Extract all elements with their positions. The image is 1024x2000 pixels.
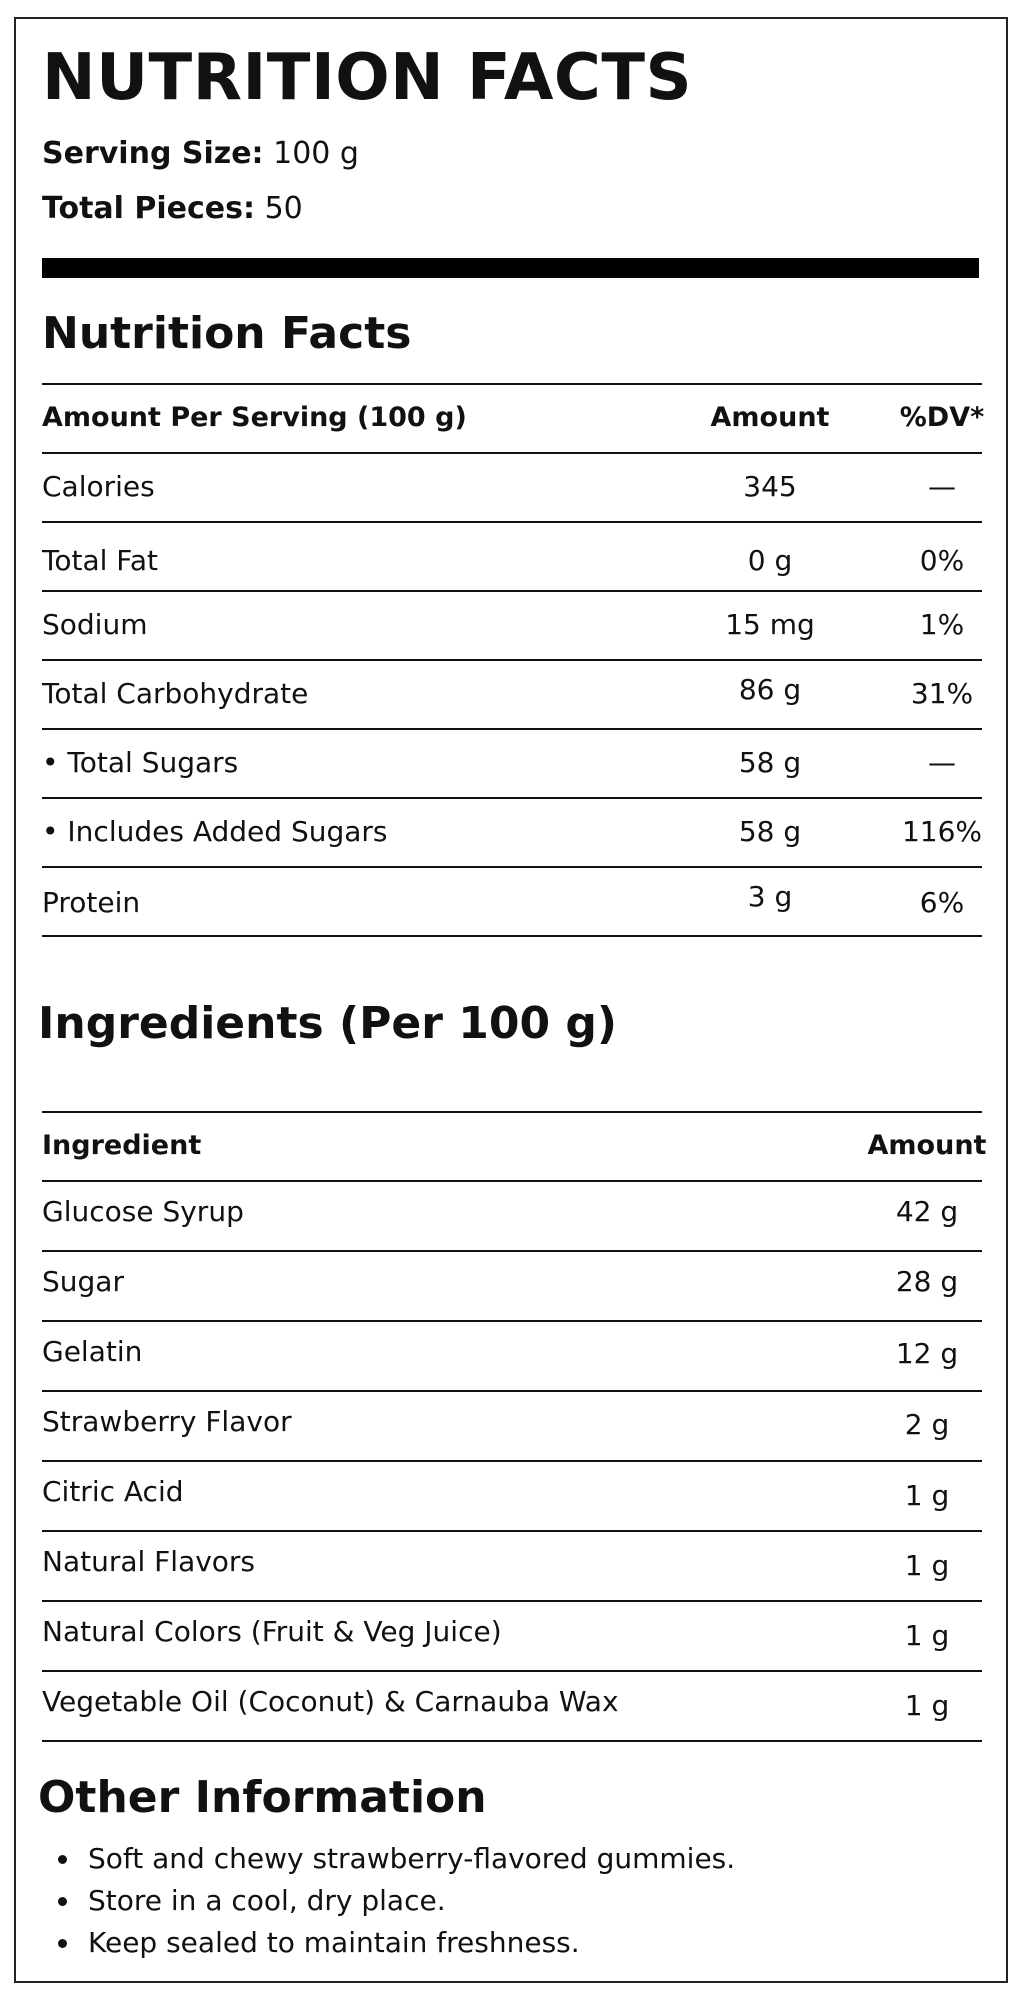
bullet-icon — [58, 1939, 67, 1948]
ingredient-amount: 1 g — [904, 1479, 950, 1512]
ingredient-amount: 12 g — [895, 1337, 959, 1370]
table-row — [42, 1462, 982, 1532]
nutrient-name: Sodium — [42, 608, 148, 641]
nutrition-table-header — [42, 385, 985, 454]
ingredient-name: Glucose Syrup — [42, 1195, 244, 1228]
column-header-amount: Amount — [710, 402, 830, 433]
ingredient-name: Citric Acid — [42, 1475, 184, 1508]
ingredient-name: Vegetable Oil (Coconut) & Carnauba Wax — [42, 1685, 619, 1718]
serving-size — [42, 134, 359, 174]
ingredient-amount: 28 g — [895, 1265, 959, 1298]
ingredient-amount: 1 g — [904, 1619, 950, 1652]
nutrient-dv: — — [928, 470, 956, 503]
table-row — [42, 592, 982, 661]
other-info-list — [42, 1838, 735, 1964]
nutrient-dv: 1% — [919, 608, 965, 641]
column-header-dv: %DV* — [899, 402, 985, 433]
table-row — [42, 868, 982, 937]
nutrient-name: • Includes Added Sugars — [42, 815, 388, 848]
nutrient-name: Protein — [42, 886, 141, 919]
ingredient-name: Sugar — [42, 1265, 124, 1298]
ingredient-amount: 42 g — [895, 1195, 959, 1228]
ingredients-table-header — [42, 1113, 987, 1182]
column-header-nutrient: Amount Per Serving (100 g) — [42, 402, 467, 433]
column-header-amount: Amount — [867, 1130, 987, 1161]
nutrient-amount: 15 mg — [725, 608, 815, 641]
table-row — [42, 661, 982, 730]
nutrient-dv: 116% — [901, 815, 983, 848]
table-row — [42, 1322, 982, 1392]
table-row — [42, 1182, 982, 1252]
nutrient-dv: 31% — [910, 677, 974, 710]
nutrient-amount: 345 — [743, 470, 797, 503]
ingredients-table — [42, 1113, 987, 1742]
ingredient-amount: 2 g — [904, 1408, 950, 1441]
ingredient-amount: 1 g — [904, 1549, 950, 1582]
thick-divider — [42, 258, 979, 278]
page-title: NUTRITION FACTS — [42, 41, 693, 115]
ingredient-name: Natural Colors (Fruit & Veg Juice) — [42, 1615, 502, 1648]
table-row — [42, 1252, 982, 1322]
nutrient-name: Total Fat — [42, 544, 158, 577]
list-item — [42, 1838, 735, 1880]
table-row — [42, 454, 982, 523]
serving-size-label: Serving Size: — [42, 136, 264, 171]
table-row — [42, 1532, 982, 1602]
table-row — [42, 1672, 982, 1742]
list-item-text: Store in a cool, dry place. — [88, 1884, 446, 1917]
total-pieces — [42, 189, 303, 229]
total-pieces-value: 50 — [264, 191, 303, 226]
serving-size-value: 100 g — [273, 136, 359, 171]
nutrient-amount: 86 g — [738, 673, 802, 706]
list-item-text: Keep sealed to maintain freshness. — [88, 1926, 580, 1959]
nutrient-name: Total Carbohydrate — [42, 677, 309, 710]
table-row — [42, 1602, 982, 1672]
nutrient-dv: 0% — [919, 544, 965, 577]
nutrient-amount: 0 g — [747, 544, 793, 577]
ingredient-amount: 1 g — [904, 1689, 950, 1722]
column-header-ingredient: Ingredient — [42, 1130, 202, 1161]
ingredient-name: Strawberry Flavor — [42, 1405, 292, 1438]
nutrition-section-title: Nutrition Facts — [42, 308, 412, 359]
table-row — [42, 523, 982, 592]
bullet-icon — [58, 1897, 67, 1906]
nutrient-amount: 3 g — [747, 880, 793, 913]
ingredient-name: Gelatin — [42, 1335, 143, 1368]
nutrient-amount: 58 g — [738, 815, 802, 848]
list-item — [42, 1880, 735, 1922]
nutrient-name: • Total Sugars — [42, 746, 239, 779]
nutrient-dv: — — [928, 746, 956, 779]
total-pieces-label: Total Pieces: — [42, 191, 256, 226]
table-row — [42, 730, 982, 799]
table-row — [42, 799, 982, 868]
ingredients-section-title: Ingredients (Per 100 g) — [38, 998, 618, 1049]
nutrient-dv: 6% — [919, 886, 965, 919]
nutrient-name: Calories — [42, 470, 155, 503]
nutrient-amount: 58 g — [738, 746, 802, 779]
bullet-icon — [58, 1855, 67, 1864]
list-item-text: Soft and chewy strawberry-flavored gummies. — [88, 1842, 736, 1875]
table-row — [42, 1392, 982, 1462]
other-section-title: Other Information — [38, 1772, 487, 1823]
nutrition-table — [42, 385, 985, 937]
ingredient-name: Natural Flavors — [42, 1545, 256, 1578]
list-item — [42, 1922, 735, 1964]
